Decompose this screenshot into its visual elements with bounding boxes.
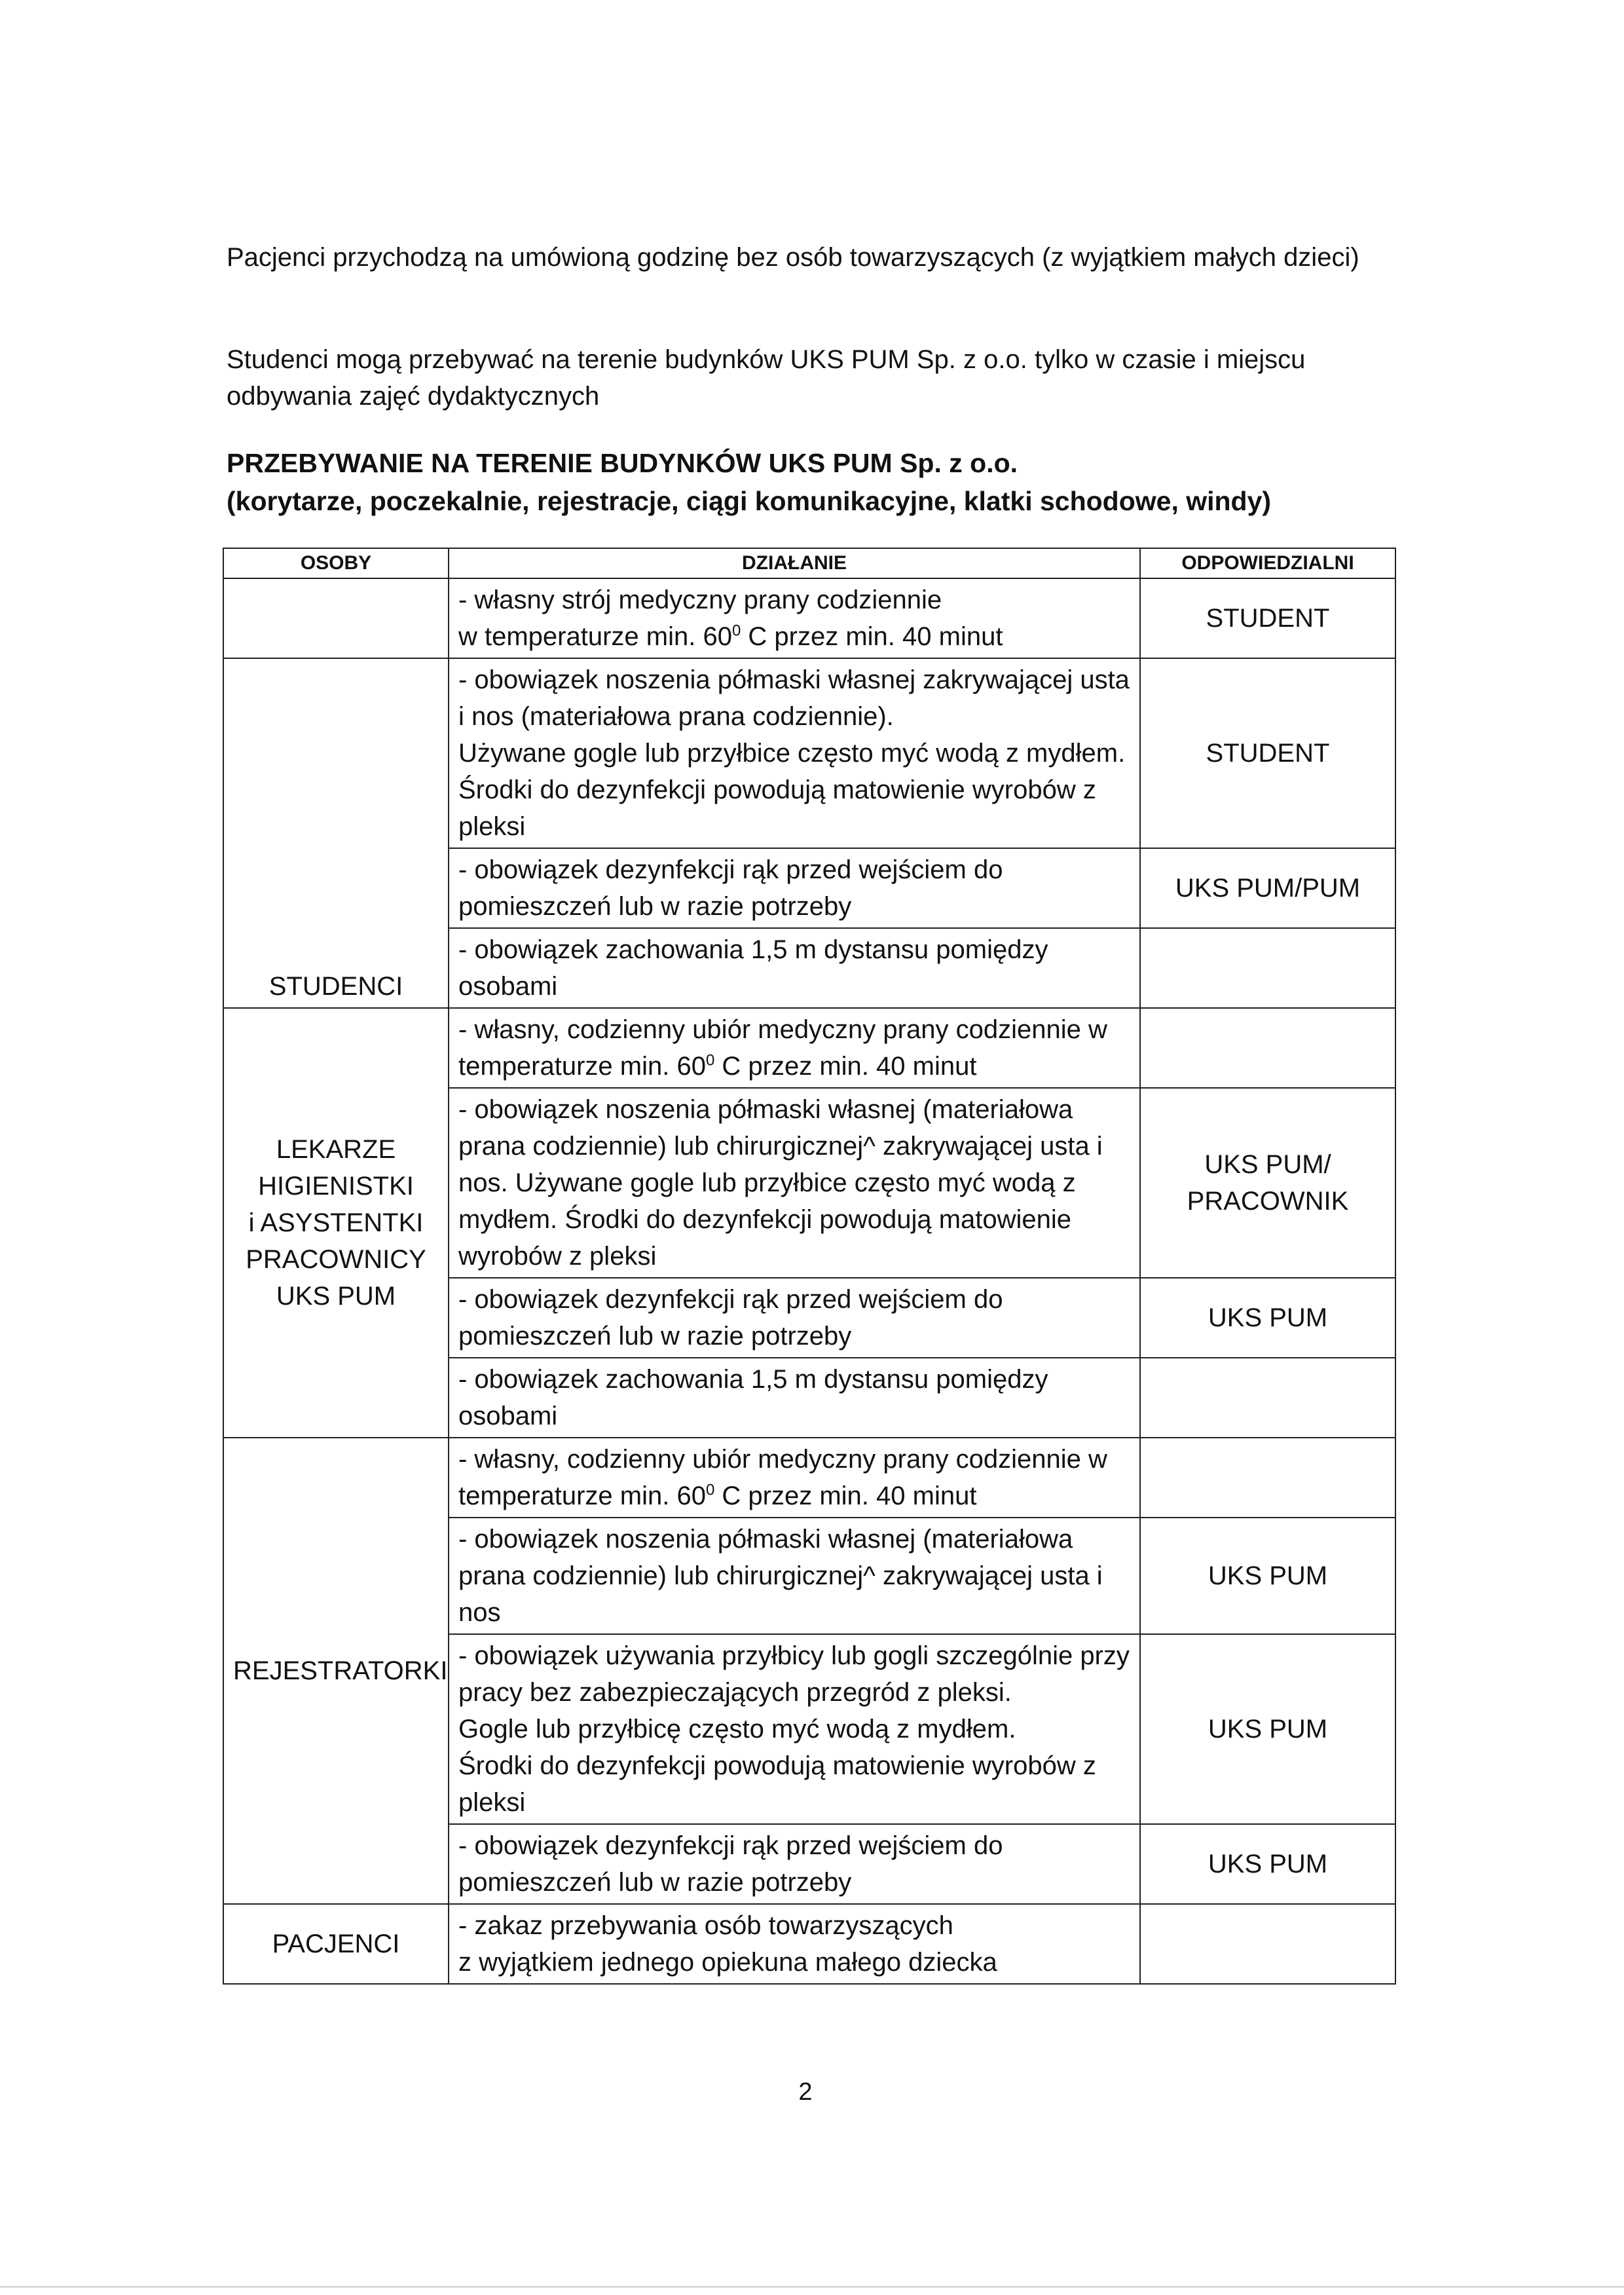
table-row (223, 1438, 1395, 1518)
action-text: - obowiązek zachowania 1,5 m dystansu pomiędzy osobami (458, 1365, 1048, 1430)
action-text: - obowiązek dezynfekcji rąk przed wejściem do pomieszczeń lub w razie potrzeby (458, 1831, 1003, 1897)
action-cell (449, 1358, 1140, 1438)
column-header-action: DZIAŁANIE (449, 548, 1140, 578)
action-cell (449, 928, 1140, 1008)
responsible-cell: STUDENT (1140, 578, 1395, 658)
responsible-cell: UKS PUM (1140, 1824, 1395, 1904)
responsible-cell (1140, 1438, 1395, 1518)
persons-cell: PACJENCI (223, 1904, 449, 1984)
responsible-cell (1140, 1358, 1395, 1438)
action-text-end: C przez min. 40 minut (714, 1052, 977, 1081)
responsible-cell: UKS PUM (1140, 1518, 1395, 1634)
scan-edge-divider (0, 2286, 1624, 2288)
action-text: - własny strój medyczny prany codziennie w temperaturze min. 60 (458, 586, 942, 651)
section-heading (227, 444, 1471, 520)
responsible-cell: UKS PUM (1140, 1278, 1395, 1358)
table-row (223, 1904, 1395, 1984)
action-cell (449, 1904, 1140, 1984)
section-heading-title: PRZEBYWANIE NA TERENIE BUDYNKÓW UKS PUM Sp. z o.o. (227, 448, 1018, 478)
action-text: - obowiązek noszenia półmaski własnej zakrywającej usta i nos (materiałowa prana codziennie). Używane gogle lub przyłbice często myć wodą z mydłem. Środki do dezynfekcji powodują matowienie wyrobów z pleksi (458, 665, 1130, 841)
degree-superscript: 0 (731, 622, 741, 640)
persons-cell: STUDENCI (223, 658, 449, 1008)
action-text: - obowiązek dezynfekcji rąk przed wejściem do pomieszczeń lub w razie potrzeby (458, 855, 1003, 921)
persons-cell: LEKARZE HIGIENISTKI i ASYSTENTKI PRACOWNICY UKS PUM (223, 1008, 449, 1438)
action-text: - obowiązek dezynfekcji rąk przed wejściem do pomieszczeń lub w razie potrzeby (458, 1285, 1003, 1351)
action-text: - obowiązek zachowania 1,5 m dystansu pomiędzy osobami (458, 935, 1048, 1001)
action-text: - obowiązek noszenia półmaski własnej (materiałowa prana codziennie) lub chirurgicznej^ zakrywającej usta i nos (458, 1525, 1103, 1627)
table-row (223, 1008, 1395, 1088)
responsible-cell: UKS PUM (1140, 1634, 1395, 1824)
degree-superscript: 0 (705, 1051, 715, 1070)
intro-paragraph-students: Studenci mogą przebywać na terenie budynków UKS PUM Sp. z o.o. tylko w czasie i miejscu odbywania zajęć dydaktycznych (227, 345, 1306, 411)
section-heading-subtitle: (korytarze, poczekalnie, rejestracje, ciągi komunikacyjne, klatki schodowe, windy) (227, 486, 1272, 516)
action-text: - własny, codzienny ubiór medyczny prany codziennie w temperaturze min. 60 (458, 1445, 1107, 1510)
responsible-cell (1140, 1904, 1395, 1984)
responsible-cell (1140, 1008, 1395, 1088)
responsible-cell: UKS PUM/ PRACOWNIK (1140, 1088, 1395, 1278)
action-cell (449, 1278, 1140, 1358)
action-cell (449, 658, 1140, 848)
persons-cell (223, 578, 449, 658)
action-cell (449, 1634, 1140, 1824)
action-cell (449, 1088, 1140, 1278)
action-text: - własny, codzienny ubiór medyczny prany codziennie w temperaturze min. 60 (458, 1015, 1107, 1081)
responsible-cell: STUDENT (1140, 658, 1395, 848)
intro-paragraph-patients: Pacjenci przychodzą na umówioną godzinę bez osób towarzyszących (z wyjątkiem małych dzieci) (227, 243, 1359, 272)
table-row (223, 658, 1395, 848)
action-cell (449, 578, 1140, 658)
action-cell (449, 1518, 1140, 1634)
action-text-end: C przez min. 40 minut (741, 622, 1003, 651)
table-row (223, 578, 1395, 658)
page-number: 2 (798, 2078, 813, 2106)
persons-cell: REJESTRATORKI (223, 1438, 449, 1904)
column-header-persons: OSOBY (223, 548, 449, 578)
action-cell (449, 848, 1140, 928)
action-cell (449, 1824, 1140, 1904)
action-text: - obowiązek używania przyłbicy lub gogli szczególnie przy pracy bez zabezpieczających przegród z pleksi. Gogle lub przyłbicę często myć wodą z mydłem. Środki do dezynfekcji powodują matowienie wyrobów z pleksi (458, 1641, 1130, 1817)
responsible-cell: UKS PUM/PUM (1140, 848, 1395, 928)
action-text: - obowiązek noszenia półmaski własnej (materiałowa prana codziennie) lub chirurgicznej^ zakrywającej usta i nos. Używane gogle lub przyłbice często myć wodą z mydłem. Środki do dezynfekcji powodują matowienie wyrobów z pleksi (458, 1095, 1103, 1271)
action-cell (449, 1438, 1140, 1518)
degree-superscript: 0 (705, 1481, 715, 1499)
rules-table (223, 548, 1396, 1985)
table-header-row (223, 548, 1395, 578)
column-header-responsible: ODPOWIEDZIALNI (1140, 548, 1395, 578)
action-text: - zakaz przebywania osób towarzyszących z wyjątkiem jednego opiekuna małego dziecka (458, 1911, 997, 1977)
action-text-end: C przez min. 40 minut (714, 1482, 977, 1510)
responsible-cell (1140, 928, 1395, 1008)
action-cell (449, 1008, 1140, 1088)
